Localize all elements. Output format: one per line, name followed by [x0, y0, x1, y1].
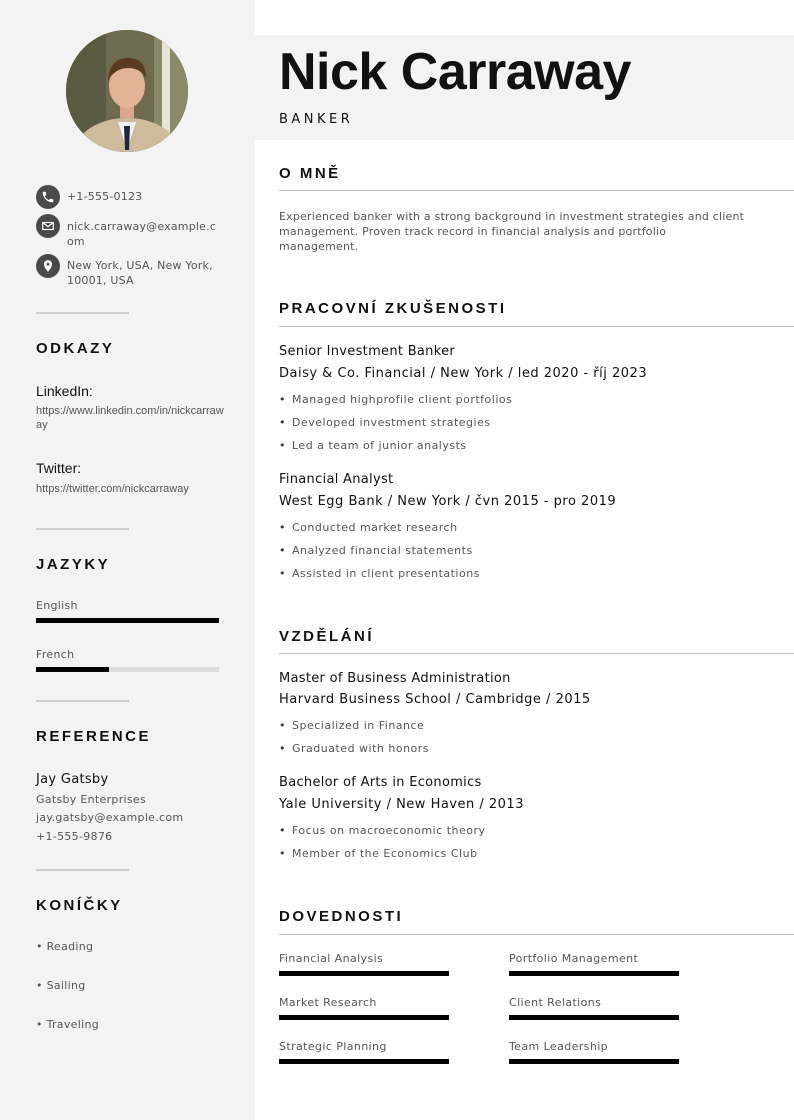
degree-bullet: • Graduated with honors	[279, 742, 430, 755]
languages-heading: JAZYKY	[36, 556, 111, 573]
linkedin-label: LinkedIn:	[36, 383, 93, 399]
skills-heading: DOVEDNOSTI	[279, 908, 404, 925]
sidebar-divider	[36, 700, 129, 702]
degree-bullet: • Member of the Economics Club	[279, 847, 478, 860]
contact-address	[36, 254, 219, 288]
section-rule	[279, 326, 794, 327]
degree-details: Yale University / New Haven / 2013	[279, 797, 524, 812]
job-bullet: • Led a team of junior analysts	[279, 439, 467, 452]
hobby-item: • Reading	[36, 940, 94, 953]
sidebar-divider	[36, 869, 129, 871]
candidate-name: Nick Carraway	[279, 43, 631, 101]
degree-title: Master of Business Administration	[279, 671, 511, 686]
skill-level-fill	[509, 971, 679, 976]
degree-bullet: • Focus on macroeconomic theory	[279, 824, 486, 837]
section-rule	[279, 934, 794, 935]
job-bullet-text: Conducted market research	[292, 521, 458, 534]
reference-email: jay.gatsby@example.com	[36, 811, 184, 824]
skill-level-fill	[279, 971, 449, 976]
skill-level-bar	[509, 1015, 679, 1020]
reference-name: Jay Gatsby	[36, 772, 109, 787]
experience-heading: PRACOVNÍ ZKUŠENOSTI	[279, 300, 507, 317]
skill-level-bar	[509, 971, 679, 976]
skill-level-fill	[509, 1015, 679, 1020]
sidebar-divider	[36, 528, 129, 530]
degree-bullet-text: Specialized in Finance	[292, 719, 425, 732]
job-title: BANKER	[279, 112, 354, 127]
skill-level-bar	[279, 1059, 449, 1064]
degree-details: Harvard Business School / Cambridge / 2015	[279, 692, 591, 707]
job-bullet: • Assisted in client presentations	[279, 567, 480, 580]
about-heading: O MNĚ	[279, 165, 341, 182]
skill-name: Portfolio Management	[509, 952, 639, 965]
reference-heading: REFERENCE	[36, 728, 152, 745]
skill-name: Team Leadership	[509, 1040, 609, 1053]
email-text: nick.carraway@example.com	[67, 220, 217, 248]
contact-email	[36, 214, 219, 249]
skill-level-bar	[279, 1015, 449, 1020]
reference-phone: +1-555-9876	[36, 830, 113, 843]
job-details: Daisy & Co. Financial / New York / led 2020 - říj 2023	[279, 366, 648, 381]
skill-name: Strategic Planning	[279, 1040, 387, 1053]
reference-company: Gatsby Enterprises	[36, 793, 147, 806]
education-heading: VZDĚLÁNÍ	[279, 628, 374, 645]
job-bullet-text: Managed highprofile client portfolios	[292, 393, 513, 406]
job-bullet: • Developed investment strategies	[279, 416, 491, 429]
language-level-fill	[36, 667, 109, 672]
skill-name: Market Research	[279, 996, 377, 1009]
skill-name: Client Relations	[509, 996, 602, 1009]
hobby-item: • Traveling	[36, 1018, 99, 1031]
language-level-bar	[36, 618, 219, 623]
language-name: French	[36, 648, 75, 661]
linkedin-link[interactable]: https://www.linkedin.com/in/nickcarraway	[36, 405, 224, 431]
language-name: English	[36, 599, 78, 612]
phone-text: +1-555-0123	[67, 190, 143, 203]
skill-level-bar	[279, 971, 449, 976]
degree-bullet: • Specialized in Finance	[279, 719, 425, 732]
skill-level-fill	[279, 1015, 449, 1020]
skill-name: Financial Analysis	[279, 952, 384, 965]
about-text: Experienced banker with a strong background in investment strategies and client management. Proven track record in financial analysis and portfolio management.	[279, 210, 745, 253]
job-bullet: • Analyzed financial statements	[279, 544, 473, 557]
contact-phone	[36, 185, 219, 209]
job-role: Senior Investment Banker	[279, 344, 456, 359]
language-level-bar	[36, 667, 219, 672]
twitter-label: Twitter:	[36, 460, 82, 476]
job-details: West Egg Bank / New York / čvn 2015 - pro 2019	[279, 494, 617, 509]
links-heading: ODKAZY	[36, 340, 115, 357]
hobby-item: • Sailing	[36, 979, 86, 992]
section-rule	[279, 190, 794, 191]
twitter-link[interactable]: https://twitter.com/nickcarraway	[36, 483, 189, 495]
job-bullet: • Conducted market research	[279, 521, 458, 534]
job-bullet-text: Developed investment strategies	[292, 416, 491, 429]
phone-icon	[36, 185, 60, 209]
language-level-fill	[36, 618, 219, 623]
skill-level-fill	[509, 1059, 679, 1064]
sidebar-divider	[36, 312, 129, 314]
degree-bullet-text: Graduated with honors	[292, 742, 430, 755]
job-bullet-text: Assisted in client presentations	[292, 567, 480, 580]
job-role: Financial Analyst	[279, 472, 394, 487]
location-pin-icon	[36, 254, 60, 278]
address-text: New York, USA, New York, 10001, USA	[67, 259, 213, 287]
section-rule	[279, 653, 794, 654]
job-bullet: • Managed highprofile client portfolios	[279, 393, 513, 406]
envelope-icon	[36, 214, 60, 238]
job-bullet-text: Led a team of junior analysts	[292, 439, 467, 452]
skill-level-fill	[279, 1059, 449, 1064]
profile-photo	[66, 30, 188, 152]
skill-level-bar	[509, 1059, 679, 1064]
hobbies-heading: KONÍČKY	[36, 897, 123, 914]
degree-bullet-text: Focus on macroeconomic theory	[292, 824, 486, 837]
degree-title: Bachelor of Arts in Economics	[279, 775, 482, 790]
degree-bullet-text: Member of the Economics Club	[292, 847, 478, 860]
job-bullet-text: Analyzed financial statements	[292, 544, 473, 557]
